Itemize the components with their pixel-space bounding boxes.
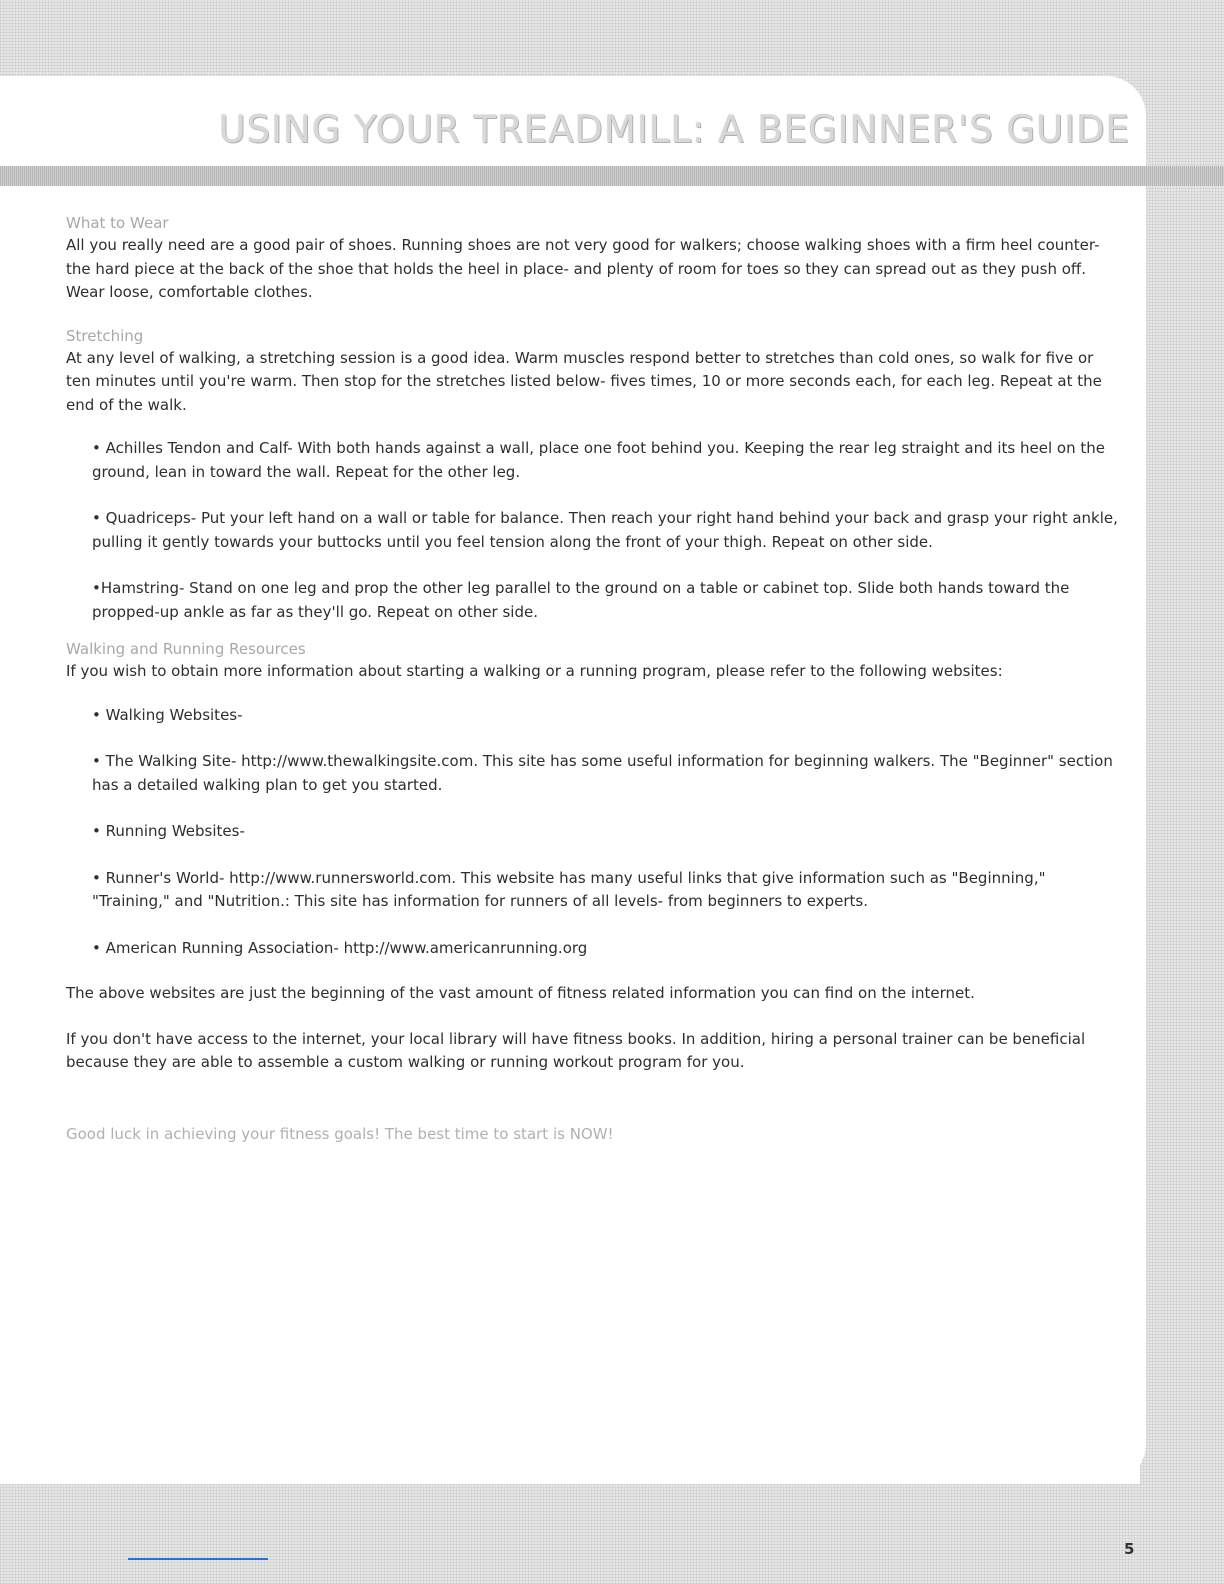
resources-paragraph: If you wish to obtain more information about starting a walking or a running program, please refer to the following websites: bbox=[66, 662, 1003, 680]
bottom-rule bbox=[128, 1558, 268, 1560]
section-stretching bbox=[66, 325, 1118, 625]
section-heading-resources: Walking and Running Resources bbox=[66, 640, 306, 658]
page-title: USING YOUR TREADMILL: A BEGINNER'S GUIDE bbox=[218, 108, 1130, 151]
stretch-bullet-hamstring: •Hamstring- Stand on one leg and prop the other leg parallel to the ground on a table or cabinet top. Slide both hands toward the propped-up ankle as far as they'll go. Repeat on other side. bbox=[92, 579, 1070, 621]
resource-bullet-american-running: • American Running Association- http://www.americanrunning.org bbox=[92, 938, 588, 957]
wear-paragraph: All you really need are a good pair of shoes. Running shoes are not very good for walkers; choose walking shoes with a firm heel counter- the hard piece at the back of the shoe that holds the heel in place- and plenty of room for toes so they can spread out as they push off. Wear loose, comfortable clothes. bbox=[66, 236, 1100, 301]
resources-after-paragraph-2: If you don't have access to the internet, your local library will have fitness books. In addition, hiring a personal trainer can be beneficial because they are able to assemble a custom walking or running workout program for you. bbox=[66, 1029, 1086, 1071]
section-heading-stretching: Stretching bbox=[66, 326, 144, 345]
resource-bullet-walking-site: • The Walking Site- http://www.thewalkingsite.com. This site has some useful information for beginning walkers. The "Beginner" section has a detailed walking plan to get you started. bbox=[92, 752, 1113, 794]
stretch-bullet-quadriceps: • Quadriceps- Put your left hand on a wall or table for balance. Then reach your right hand behind your back and grasp your right ankle, pulling it gently towards your buttocks until you feel tension along the front of your thigh. Repeat on other side. bbox=[92, 509, 1118, 551]
stretching-paragraph: At any level of walking, a stretching session is a good idea. Warm muscles respond better to stretches than cold ones, so walk for five or ten minutes until you're warm. Then stop for the stretches listed below- fives times, 10 or more seconds each, for each leg. Repeat at the end of the walk. bbox=[66, 348, 1102, 414]
footer-frame bbox=[0, 1484, 1224, 1584]
header-stripe-band bbox=[0, 166, 1224, 186]
resource-bullet-runners-world: • Runner's World- http://www.runnersworld.com. This website has many useful links that give information such as "Beginning," "Training," and "Nutrition.: This site has information for runners of all levels- from beginners to experts. bbox=[92, 868, 1046, 910]
resources-after-paragraph-1: The above websites are just the beginning of the vast amount of fitness related information you can find on the internet. bbox=[66, 984, 975, 1002]
main-content bbox=[66, 212, 1118, 1146]
resource-bullet-walking-websites: • Walking Websites- bbox=[92, 705, 243, 724]
right-frame bbox=[1140, 160, 1224, 1584]
section-resources bbox=[66, 638, 1118, 1075]
stretch-bullet-achilles: • Achilles Tendon and Calf- With both hands against a wall, place one foot behind you. Keeping the rear leg straight and its heel on the ground, lean in toward the wall. Repeat for the other leg. bbox=[92, 439, 1105, 481]
section-heading-what-to-wear: What to Wear bbox=[66, 214, 169, 232]
section-what-to-wear bbox=[66, 212, 1118, 305]
closing-line: Good luck in achieving your fitness goals! The best time to start is NOW! bbox=[66, 1124, 614, 1143]
page-number: 5 bbox=[1124, 1540, 1135, 1558]
resource-bullet-running-websites: • Running Websites- bbox=[92, 822, 245, 840]
